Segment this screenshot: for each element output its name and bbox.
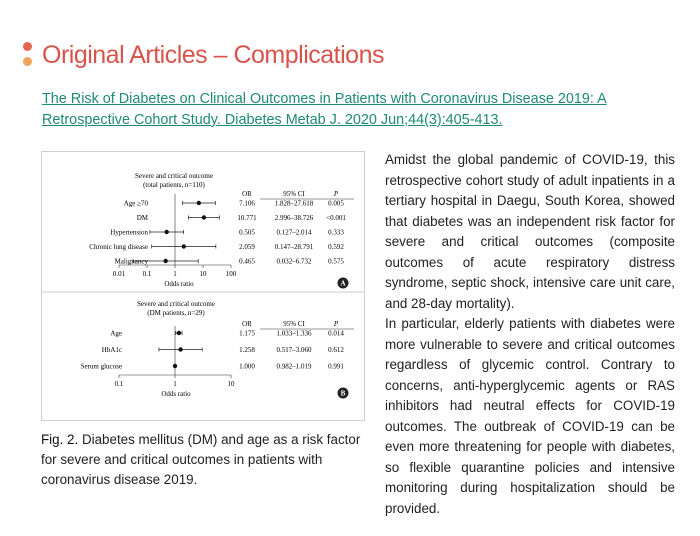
x-tick-label: 10 xyxy=(227,380,235,388)
summary-paragraph-2: In particular, elderly patients with diabetes were more vulnerable to severe and critical outcomes regardless of glycemic control. Contrary to concerns, anti-hyperglycemic agents or RAS inhibitors had neutral effects for COVID-19 outcomes. The outbreak of COVID-19 can be even more threatening for people with diabetes, so flexible quarantine policies and intensive monitoring during hospitalization should be provided. xyxy=(385,316,675,516)
ci-value: 0.127–2.014 xyxy=(276,228,312,237)
panel-b-col-or: OR xyxy=(242,320,252,328)
or-point xyxy=(178,347,182,351)
or-point xyxy=(164,230,168,234)
p-value: 0.612 xyxy=(328,346,344,354)
ci-value: 0.517–3.060 xyxy=(276,346,312,354)
panel-b-col-p: P xyxy=(333,320,339,328)
panel-a-plot xyxy=(89,194,346,278)
panel-a-col-p: P xyxy=(333,190,339,198)
row-label: HbA1c xyxy=(101,346,122,354)
section-title: Original Articles – Complications xyxy=(42,40,384,69)
p-value: <0.001 xyxy=(326,214,346,222)
p-value: 0.005 xyxy=(328,199,344,208)
row-label: Serum glucose xyxy=(80,362,122,371)
x-tick-label: 100 xyxy=(225,270,237,278)
article-citation-link[interactable]: The Risk of Diabetes on Clinical Outcomes in Patients with Coronavirus Disease 2019: A Retrospective Cohort Study. Diabetes Metab J. 2020 Jun;44(3):405-413. xyxy=(42,91,607,128)
panel-b-title-1: Severe and critical outcome xyxy=(137,300,215,308)
x-tick-label: 0.01 xyxy=(112,270,126,278)
figure-forest-plot xyxy=(41,151,365,421)
bullet-dots-icon xyxy=(22,40,34,70)
p-value: 0.014 xyxy=(328,329,344,338)
panel-a-col-ci: 95% CI xyxy=(283,190,305,198)
or-point xyxy=(177,331,181,335)
panel-a-col-or: OR xyxy=(242,190,252,198)
panel-a-badge-label: A xyxy=(340,279,346,288)
or-value: 10.771 xyxy=(237,214,257,222)
panel-b-col-ci: 95% CI xyxy=(283,320,305,328)
x-tick-label: 10 xyxy=(199,270,207,278)
or-point xyxy=(182,244,186,248)
p-value: 0.592 xyxy=(328,243,344,251)
row-label: Malignancy xyxy=(114,257,148,266)
row-label: Hypertension xyxy=(110,228,148,237)
panel-a-title-2: (total patients, n=110) xyxy=(143,181,205,189)
ci-value: 2.996–38.726 xyxy=(274,214,314,222)
ci-value: 1.828–27.618 xyxy=(274,199,314,208)
or-value: 1.258 xyxy=(239,346,255,354)
or-value: 0.465 xyxy=(239,257,255,266)
or-value: 0.505 xyxy=(239,228,255,237)
ci-value: 0.032–6.732 xyxy=(276,257,312,266)
row-label: Age xyxy=(110,329,122,338)
panel-b-badge-label: B xyxy=(340,389,346,398)
figure-caption xyxy=(41,430,371,490)
summary-paragraph-1: Amidst the global pandemic of COVID-19, this retrospective cohort study of adult inpatients in a tertiary hospital in Daegu, South Korea, showed that diabetes was an independent risk factor for severe and critical outcomes (composite outcomes of acute respiratory distress syndrome, septic shock, intensive care unit care, and 28-day mortality). xyxy=(385,152,675,311)
x-tick-label: 1 xyxy=(173,380,177,388)
section-header xyxy=(22,40,384,70)
or-point xyxy=(202,215,206,219)
forest-plot-svg xyxy=(42,152,364,420)
or-value: 7.106 xyxy=(239,199,255,208)
figure-caption-text: Diabetes mellitus (DM) and age as a risk factor for severe and critical outcomes in patients with coronavirus disease 2019. xyxy=(41,432,361,487)
p-value: 0.333 xyxy=(328,228,344,237)
p-value: 0.575 xyxy=(328,257,344,266)
ci-value: 0.147–28.791 xyxy=(274,243,314,251)
or-value: 1.000 xyxy=(239,362,255,371)
or-point xyxy=(197,201,201,205)
or-value: 2.059 xyxy=(239,243,255,251)
x-tick-label: 1 xyxy=(173,270,177,278)
figure-caption-label: Fig. 2. xyxy=(41,432,79,447)
ci-value: 0.982–1.019 xyxy=(276,362,312,371)
x-tick-label: 0.1 xyxy=(114,380,124,388)
or-value: 1.175 xyxy=(239,329,255,338)
or-point xyxy=(173,364,177,368)
or-point xyxy=(163,259,167,263)
row-label: DM xyxy=(136,214,148,222)
panel-b-plot xyxy=(81,326,345,388)
panel-b-x-label: Odds ratio xyxy=(161,390,191,398)
row-label: Age ≥70 xyxy=(123,199,148,208)
panel-b-title-2: (DM patients, n=29) xyxy=(147,309,205,317)
panel-a-x-label: Odds ratio xyxy=(164,280,194,288)
panel-a-title-1: Severe and critical outcome xyxy=(135,172,213,180)
article-summary xyxy=(385,150,675,519)
p-value: 0.991 xyxy=(328,362,344,371)
x-tick-label: 0.1 xyxy=(142,270,152,278)
ci-value: 1.033–1.336 xyxy=(276,329,312,338)
row-label: Chronic lung disease xyxy=(89,243,148,251)
